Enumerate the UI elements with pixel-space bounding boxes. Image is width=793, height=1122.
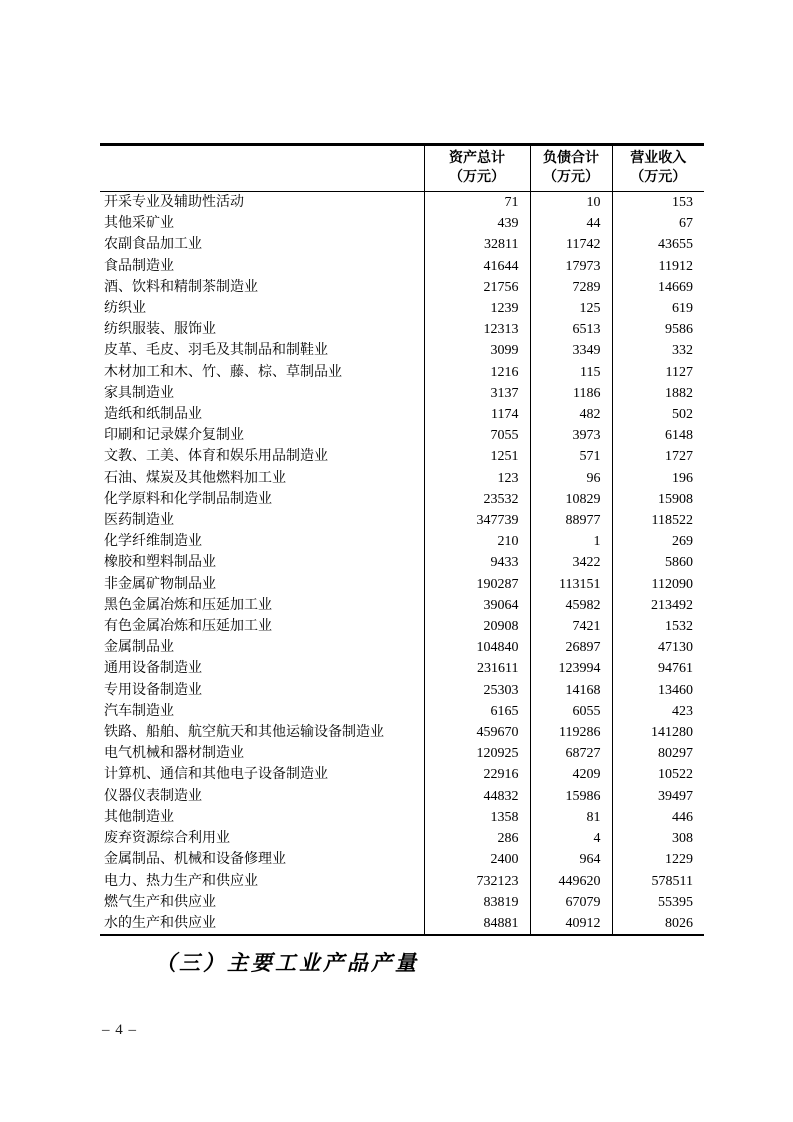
revenue-cell: 153	[612, 192, 704, 214]
revenue-cell: 6148	[612, 425, 704, 446]
liabilities-cell: 1	[530, 531, 612, 552]
assets-cell: 9433	[424, 552, 530, 573]
liabilities-cell: 11742	[530, 234, 612, 255]
assets-cell: 104840	[424, 637, 530, 658]
revenue-column-header	[612, 145, 704, 192]
revenue-cell: 80297	[612, 743, 704, 764]
industry-cell: 通用设备制造业	[104, 661, 202, 677]
assets-cell: 21756	[424, 277, 530, 298]
assets-cell: 347739	[424, 510, 530, 531]
liabilities-cell: 10829	[530, 489, 612, 510]
industry-cell: 废弃资源综合利用业	[104, 831, 230, 847]
liabilities-cell: 115	[530, 362, 612, 383]
assets-cell: 210	[424, 531, 530, 552]
industry-cell: 医药制造业	[104, 513, 174, 529]
industry-cell: 电力、热力生产和供应业	[104, 873, 258, 889]
industry-cell: 酒、饮料和精制茶制造业	[104, 279, 258, 295]
table-row	[100, 680, 704, 701]
revenue-cell: 1127	[612, 362, 704, 383]
liabilities-cell: 3973	[530, 425, 612, 446]
revenue-cell: 5860	[612, 552, 704, 573]
revenue-cell: 39497	[612, 786, 704, 807]
table-row	[100, 468, 704, 489]
assets-cell: 3099	[424, 340, 530, 361]
liabilities-cell: 7421	[530, 616, 612, 637]
assets-cell: 32811	[424, 234, 530, 255]
industry-cell: 家具制造业	[104, 385, 174, 401]
revenue-cell: 1882	[612, 383, 704, 404]
column-label: 负债合计	[543, 151, 599, 166]
table-row	[100, 743, 704, 764]
revenue-cell: 196	[612, 468, 704, 489]
industry-cell: 印刷和记录媒介复制业	[104, 428, 244, 444]
liabilities-cell: 6055	[530, 701, 612, 722]
liabilities-column-header	[530, 145, 612, 192]
table-row	[100, 637, 704, 658]
table-row	[100, 807, 704, 828]
assets-cell: 84881	[424, 913, 530, 935]
assets-cell: 190287	[424, 574, 530, 595]
assets-cell: 44832	[424, 786, 530, 807]
revenue-cell: 43655	[612, 234, 704, 255]
table-row	[100, 701, 704, 722]
industry-cell: 水的生产和供应业	[104, 915, 216, 931]
revenue-cell: 446	[612, 807, 704, 828]
assets-cell: 83819	[424, 892, 530, 913]
industry-cell: 汽车制造业	[104, 703, 174, 719]
liabilities-cell: 40912	[530, 913, 612, 935]
revenue-cell: 423	[612, 701, 704, 722]
table-row	[100, 256, 704, 277]
industry-cell: 燃气生产和供应业	[104, 894, 216, 910]
revenue-cell: 13460	[612, 680, 704, 701]
table-row	[100, 319, 704, 340]
assets-cell: 123	[424, 468, 530, 489]
table-row	[100, 489, 704, 510]
assets-cell: 1239	[424, 298, 530, 319]
revenue-cell: 112090	[612, 574, 704, 595]
liabilities-cell: 68727	[530, 743, 612, 764]
table-row	[100, 849, 704, 870]
revenue-cell: 11912	[612, 256, 704, 277]
assets-cell: 231611	[424, 658, 530, 679]
assets-cell: 7055	[424, 425, 530, 446]
liabilities-cell: 4209	[530, 764, 612, 785]
liabilities-cell: 449620	[530, 871, 612, 892]
revenue-cell: 619	[612, 298, 704, 319]
revenue-cell: 15908	[612, 489, 704, 510]
header-row	[100, 145, 704, 192]
revenue-cell: 10522	[612, 764, 704, 785]
column-unit: （万元）	[630, 170, 687, 185]
industry-cell: 纺织服装、服饰业	[104, 322, 216, 338]
table-row	[100, 595, 704, 616]
liabilities-cell: 123994	[530, 658, 612, 679]
assets-cell: 71	[424, 192, 530, 214]
table-row	[100, 277, 704, 298]
column-label: 营业收入	[630, 151, 687, 166]
liabilities-cell: 4	[530, 828, 612, 849]
section-title: （三）主要工业产品产量	[155, 951, 419, 975]
revenue-cell: 269	[612, 531, 704, 552]
assets-cell: 286	[424, 828, 530, 849]
liabilities-cell: 7289	[530, 277, 612, 298]
table-row	[100, 722, 704, 743]
assets-cell: 23532	[424, 489, 530, 510]
assets-cell: 459670	[424, 722, 530, 743]
industry-cell: 仪器仪表制造业	[104, 788, 202, 804]
liabilities-cell: 44	[530, 213, 612, 234]
assets-cell: 3137	[424, 383, 530, 404]
table-row	[100, 892, 704, 913]
industry-cell: 化学纤维制造业	[104, 534, 202, 550]
revenue-cell: 14669	[612, 277, 704, 298]
table-row	[100, 404, 704, 425]
revenue-cell: 8026	[612, 913, 704, 935]
table-header	[100, 145, 704, 192]
liabilities-cell: 119286	[530, 722, 612, 743]
industry-cell: 石油、煤炭及其他燃料加工业	[104, 470, 286, 486]
revenue-cell: 1229	[612, 849, 704, 870]
assets-cell: 439	[424, 213, 530, 234]
liabilities-cell: 88977	[530, 510, 612, 531]
industry-cell: 金属制品业	[104, 640, 174, 656]
liabilities-cell: 3422	[530, 552, 612, 573]
table-row	[100, 510, 704, 531]
assets-cell: 6165	[424, 701, 530, 722]
industry-column-header	[100, 145, 424, 192]
table-row	[100, 871, 704, 892]
table-row	[100, 658, 704, 679]
assets-cell: 12313	[424, 319, 530, 340]
assets-cell: 25303	[424, 680, 530, 701]
industry-cell: 纺织业	[104, 301, 146, 317]
industry-cell: 电气机械和器材制造业	[104, 746, 244, 762]
liabilities-cell: 45982	[530, 595, 612, 616]
liabilities-cell: 964	[530, 849, 612, 870]
industry-cell: 金属制品、机械和设备修理业	[104, 852, 286, 868]
revenue-cell: 118522	[612, 510, 704, 531]
industry-cell: 其他采矿业	[104, 216, 174, 232]
liabilities-cell: 17973	[530, 256, 612, 277]
assets-cell: 732123	[424, 871, 530, 892]
table-row	[100, 234, 704, 255]
assets-cell: 22916	[424, 764, 530, 785]
assets-cell: 39064	[424, 595, 530, 616]
industry-cell: 有色金属冶炼和压延加工业	[104, 619, 272, 635]
column-label: 资产总计	[449, 151, 505, 166]
assets-cell: 2400	[424, 849, 530, 870]
revenue-cell: 141280	[612, 722, 704, 743]
table-row	[100, 913, 704, 935]
table-row	[100, 213, 704, 234]
revenue-cell: 55395	[612, 892, 704, 913]
assets-cell: 1174	[424, 404, 530, 425]
table-row	[100, 552, 704, 573]
assets-cell: 120925	[424, 743, 530, 764]
industry-cell: 计算机、通信和其他电子设备制造业	[104, 767, 328, 783]
page-number: – 4 –	[102, 1022, 137, 1038]
column-unit: （万元）	[543, 170, 599, 185]
liabilities-cell: 26897	[530, 637, 612, 658]
table-row	[100, 616, 704, 637]
industry-cell: 其他制造业	[104, 809, 174, 825]
revenue-cell: 67	[612, 213, 704, 234]
assets-cell: 20908	[424, 616, 530, 637]
revenue-cell: 502	[612, 404, 704, 425]
revenue-cell: 94761	[612, 658, 704, 679]
table-row	[100, 786, 704, 807]
liabilities-cell: 571	[530, 446, 612, 467]
industry-cell: 化学原料和化学制品制造业	[104, 491, 272, 507]
revenue-cell: 1727	[612, 446, 704, 467]
assets-cell: 1216	[424, 362, 530, 383]
table-row	[100, 192, 704, 214]
industry-cell: 开采专业及辅助性活动	[104, 195, 244, 210]
industry-cell: 木材加工和木、竹、藤、棕、草制品业	[104, 364, 342, 380]
liabilities-cell: 96	[530, 468, 612, 489]
industry-cell: 非金属矿物制品业	[104, 576, 216, 592]
revenue-cell: 578511	[612, 871, 704, 892]
industry-cell: 文教、工美、体育和娱乐用品制造业	[104, 449, 328, 465]
table-row	[100, 425, 704, 446]
liabilities-cell: 15986	[530, 786, 612, 807]
liabilities-cell: 6513	[530, 319, 612, 340]
assets-column-header	[424, 145, 530, 192]
table-body	[100, 192, 704, 936]
liabilities-cell: 10	[530, 192, 612, 214]
liabilities-cell: 113151	[530, 574, 612, 595]
industry-stats-table	[100, 143, 704, 936]
industry-cell: 食品制造业	[104, 258, 174, 274]
liabilities-cell: 125	[530, 298, 612, 319]
industry-cell: 农副食品加工业	[104, 237, 202, 253]
industry-cell: 橡胶和塑料制品业	[104, 555, 216, 571]
liabilities-cell: 3349	[530, 340, 612, 361]
revenue-cell: 1532	[612, 616, 704, 637]
assets-cell: 1358	[424, 807, 530, 828]
industry-cell: 造纸和纸制品业	[104, 407, 202, 423]
revenue-cell: 213492	[612, 595, 704, 616]
liabilities-cell: 1186	[530, 383, 612, 404]
table-row	[100, 383, 704, 404]
liabilities-cell: 14168	[530, 680, 612, 701]
table-row	[100, 828, 704, 849]
liabilities-cell: 81	[530, 807, 612, 828]
industry-cell: 皮革、毛皮、羽毛及其制品和制鞋业	[104, 343, 328, 359]
industry-cell: 黑色金属冶炼和压延加工业	[104, 597, 272, 613]
assets-cell: 1251	[424, 446, 530, 467]
revenue-cell: 332	[612, 340, 704, 361]
table-row	[100, 446, 704, 467]
column-unit: （万元）	[449, 170, 505, 185]
table-row	[100, 298, 704, 319]
liabilities-cell: 67079	[530, 892, 612, 913]
table-row	[100, 531, 704, 552]
assets-cell: 41644	[424, 256, 530, 277]
industry-cell: 专用设备制造业	[104, 682, 202, 698]
table-row	[100, 362, 704, 383]
revenue-cell: 9586	[612, 319, 704, 340]
revenue-cell: 308	[612, 828, 704, 849]
liabilities-cell: 482	[530, 404, 612, 425]
table-row	[100, 340, 704, 361]
table-row	[100, 574, 704, 595]
industry-cell: 铁路、船舶、航空航天和其他运输设备制造业	[104, 725, 384, 741]
table-row	[100, 764, 704, 785]
revenue-cell: 47130	[612, 637, 704, 658]
